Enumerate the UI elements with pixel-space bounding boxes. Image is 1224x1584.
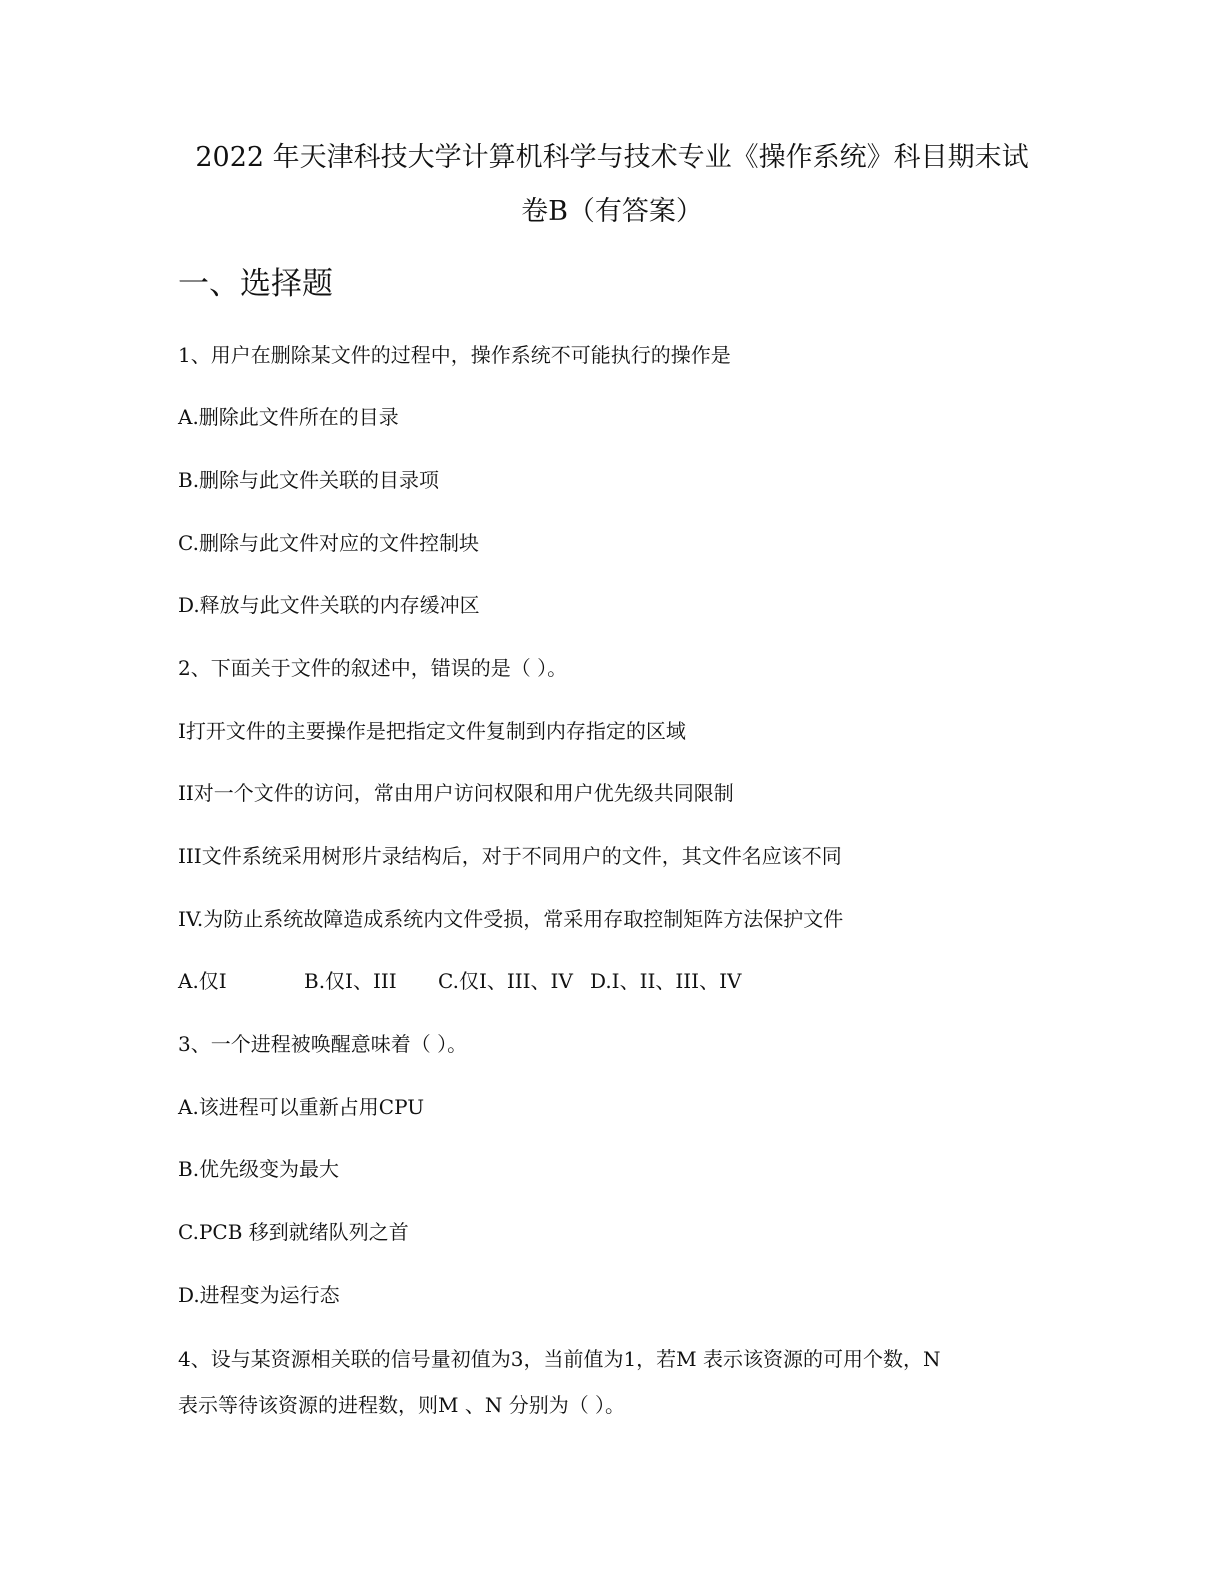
question-2-options (178, 968, 742, 994)
question-3: 3、一个进程被唤醒意味着（ ）。 (178, 1032, 468, 1056)
question-2-option-a: A.仅I (178, 969, 227, 993)
question-3-option-d: D.进程变为运行态 (178, 1283, 340, 1307)
question-1-option-d: D.释放与此文件关联的内存缓冲区 (178, 593, 480, 617)
question-3-option-c: C.PCB 移到就绪队列之首 (178, 1220, 409, 1244)
question-3-option-b: B.优先级变为最大 (178, 1157, 340, 1181)
question-1-option-c: C.删除与此文件对应的文件控制块 (178, 531, 479, 555)
question-1: 1、用户在删除某文件的过程中，操作系统不可能执行的操作是 (178, 343, 731, 367)
question-2-statement-4: IV.为防止系统故障造成系统内文件受损，常采用存取控制矩阵方法保护文件 (178, 907, 844, 931)
question-2-statement-2: II对一个文件的访问，常由用户访问权限和用户优先级共同限制 (178, 781, 734, 805)
question-1-option-b: B.删除与此文件关联的目录项 (178, 468, 440, 492)
section-heading: 一、选择题 (178, 266, 333, 302)
question-4-line-2: 表示等待该资源的进程数，则M 、N 分别为（ ）。 (178, 1393, 626, 1417)
question-2-option-b: B.仅I、III (304, 969, 397, 993)
question-2-option-c: C.仅I、III、IV (438, 969, 573, 993)
document-title-line-1: 2022 年天津科技大学计算机科学与技术专业《操作系统》科目期末试 (195, 142, 1029, 173)
question-4-line-1: 4、设与某资源相关联的信号量初值为3，当前值为1，若M 表示该资源的可用个数，N (178, 1347, 941, 1371)
question-1-option-a: A.删除此文件所在的目录 (178, 405, 399, 429)
question-2-statement-3: III文件系统采用树形片录结构后，对于不同用户的文件，其文件名应该不同 (178, 844, 842, 868)
question-3-option-a: A.该进程可以重新占用CPU (178, 1095, 425, 1119)
question-2-statement-1: I打开文件的主要操作是把指定文件复制到内存指定的区域 (178, 719, 686, 743)
question-2: 2、下面关于文件的叙述中，错误的是（ ）。 (178, 656, 568, 680)
document-title-line-2: 卷B（有答案） (521, 196, 703, 227)
question-2-option-d: D.I、II、III、IV (590, 969, 742, 993)
